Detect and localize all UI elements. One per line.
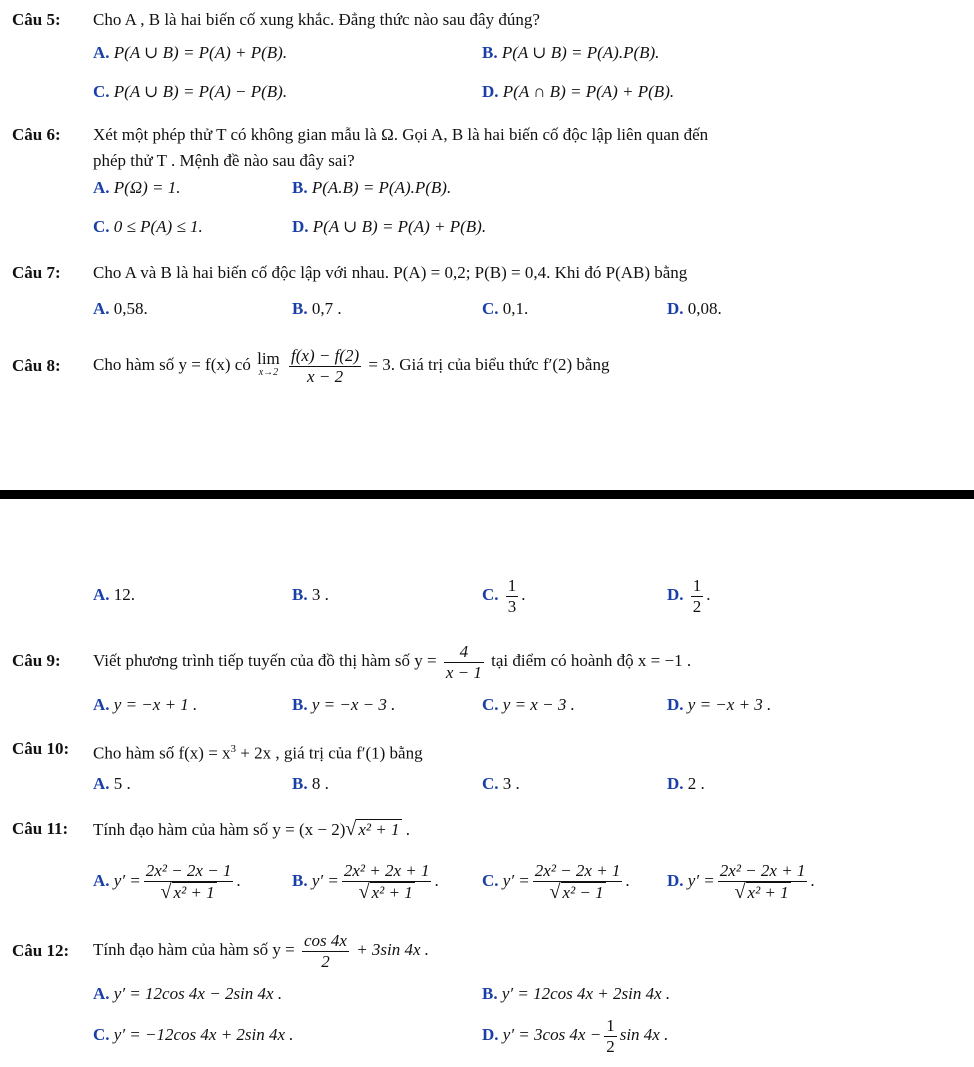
q11-option-a[interactable] [93, 853, 241, 909]
q12-option-c[interactable] [93, 1024, 294, 1046]
q12-fraction [302, 931, 349, 972]
q5-question: Cho A , B là hai biến cố xung khắc. Đẳng thức nào sau đây đúng? [93, 10, 540, 29]
q7-option-d[interactable] [667, 298, 722, 320]
option-text: 12. [113, 585, 136, 604]
sqrt-icon: √ [358, 881, 370, 904]
q10-option-c[interactable] [482, 773, 520, 795]
q7-option-b[interactable] [292, 298, 342, 320]
option-label: A. [93, 43, 110, 62]
option-text: y′ = −12cos 4x + 2sin 4x . [113, 1025, 294, 1044]
option-label: B. [292, 178, 308, 197]
option-tail: . [625, 871, 630, 890]
option-label: A. [93, 984, 110, 1003]
fraction-numerator: 2x² − 2x + 1 [719, 861, 806, 881]
option-label: A. [93, 774, 110, 793]
option-label: A. [93, 299, 110, 318]
q9-label: Câu 9: [12, 651, 61, 670]
q10-text-after: + 2x , giá trị của f′(1) bằng [236, 743, 423, 763]
q11-option-d[interactable] [667, 853, 815, 909]
option-text: P(A ∪ B) = P(A) + P(B). [312, 217, 487, 236]
fraction-numerator: 1 [692, 575, 702, 595]
option-tail: . [810, 871, 815, 890]
fraction-denominator [144, 882, 234, 903]
option-text: P(Ω) = 1. [113, 178, 181, 197]
option-label: D. [667, 774, 684, 793]
option-fraction [144, 861, 234, 903]
sqrt-icon: √ [734, 881, 746, 904]
q9-option-c[interactable] [482, 694, 575, 716]
option-label: B. [482, 984, 498, 1003]
option-fraction [506, 576, 519, 617]
option-lhs: y′ = 3cos 4x − [502, 1025, 602, 1044]
fraction-denominator: 3 [507, 596, 517, 616]
q7-option-a[interactable] [93, 298, 148, 320]
option-lhs: y′ = [113, 871, 141, 890]
option-tail: . [434, 871, 439, 890]
q11-text-before: Tính đạo hàm của hàm số y = (x − 2) [93, 820, 346, 839]
q12-question [93, 922, 429, 978]
fraction-numerator: 2x² − 2x + 1 [534, 861, 621, 881]
q9-fraction [444, 642, 484, 683]
option-label: D. [482, 1025, 499, 1044]
q9-option-a[interactable] [93, 694, 197, 716]
q9-option-d[interactable] [667, 694, 771, 716]
option-label: D. [482, 82, 499, 101]
q8-fraction [289, 346, 361, 387]
q11-radicand: x² + 1 [358, 820, 400, 839]
q5-option-a[interactable] [93, 42, 287, 64]
q5-option-b[interactable] [482, 42, 659, 64]
q6-option-d[interactable] [292, 216, 486, 238]
option-label: C. [482, 774, 499, 793]
option-tail: sin 4x . [619, 1025, 669, 1044]
fraction-denominator: 2 [321, 951, 330, 971]
option-label: D. [667, 585, 684, 604]
option-text: y′ = 12cos 4x + 2sin 4x . [501, 984, 671, 1003]
q8-question [93, 337, 609, 393]
q12-label: Câu 12: [12, 941, 70, 960]
fraction-numerator: f(x) − f(2) [291, 345, 360, 365]
option-lhs: y′ = [502, 871, 530, 890]
radicand: x² + 1 [173, 883, 215, 903]
option-text: y′ = 12cos 4x − 2sin 4x . [113, 984, 283, 1003]
option-label: D. [667, 871, 684, 890]
option-text: 5 . [113, 774, 131, 793]
radicand: x² − 1 [562, 883, 604, 903]
q5-option-c[interactable] [93, 81, 287, 103]
q6-label: Câu 6: [12, 125, 61, 144]
q11-question [93, 818, 410, 841]
option-label: B. [292, 585, 308, 604]
option-label: B. [292, 871, 308, 890]
option-lhs: y′ = [687, 871, 715, 890]
option-label: D. [667, 299, 684, 318]
q9-question [93, 633, 691, 689]
fraction-numerator: 2x² + 2x + 1 [343, 861, 430, 881]
q5-label: Câu 5: [12, 10, 61, 29]
q12-option-a[interactable] [93, 983, 282, 1005]
fraction-numerator: 4 [444, 642, 484, 663]
fraction-numerator: 2x² − 2x − 1 [145, 861, 232, 881]
lim-word: lim [257, 349, 280, 369]
option-label: C. [482, 585, 499, 604]
option-label: A. [93, 178, 110, 197]
fraction-denominator: x − 2 [307, 366, 344, 386]
lim-subscript: x→2 [258, 367, 279, 379]
option-text: P(A ∪ B) = P(A).P(B). [501, 43, 660, 62]
q8-option-d[interactable] [667, 570, 711, 620]
q8-text-before: Cho hàm số y = f(x) có [93, 355, 251, 374]
option-lhs: y′ = [311, 871, 339, 890]
option-label: D. [292, 217, 309, 236]
option-label: C. [482, 299, 499, 318]
q7-label: Câu 7: [12, 263, 61, 282]
option-text: 2 . [687, 774, 705, 793]
sqrt-icon: √ [345, 818, 357, 840]
fraction-denominator: x − 1 [445, 662, 482, 682]
radicand: x² + 1 [371, 883, 413, 903]
q7-question: Cho A và B là hai biến cố độc lập với nhau. P(A) = 0,2; P(B) = 0,4. Khi đó P(AB) bằng [93, 263, 688, 282]
option-fraction [342, 861, 432, 903]
fraction-numerator: cos 4x [303, 930, 347, 950]
q6-option-a[interactable] [93, 177, 181, 199]
option-label: B. [292, 299, 308, 318]
option-tail: . [706, 585, 711, 604]
q12-option-d[interactable] [482, 1010, 668, 1060]
option-label: C. [482, 871, 499, 890]
q8-option-c[interactable] [482, 570, 526, 620]
q11-option-c[interactable] [482, 853, 630, 909]
sqrt-icon: √ [549, 881, 561, 904]
option-tail: . [236, 871, 241, 890]
q7-option-c[interactable] [482, 298, 528, 320]
fraction-denominator: 2 [692, 596, 702, 616]
q10-exponent: 3 [230, 743, 237, 755]
option-label: B. [292, 774, 308, 793]
q9-text-after: tại điểm có hoành độ x = −1 . [491, 651, 692, 670]
option-tail: . [521, 585, 526, 604]
option-label: A. [93, 585, 110, 604]
q11-option-b[interactable] [292, 853, 439, 909]
q10-text-before: Cho hàm số f(x) = x [93, 743, 231, 763]
option-text: 0,58. [113, 299, 148, 318]
q11-label: Câu 11: [12, 819, 69, 838]
option-text: 3 . [311, 585, 329, 604]
option-text: 3 . [502, 774, 520, 793]
q10-question [93, 738, 423, 765]
q6-question-line1: Xét một phép thử T có không gian mẫu là Ω. Gọi A, B là hai biến cố độc lập liên quan đến [93, 125, 709, 144]
option-label: A. [93, 695, 110, 714]
q10-option-a[interactable] [93, 773, 131, 795]
fraction-numerator: 1 [606, 1015, 615, 1035]
option-label: C. [93, 217, 110, 236]
fraction-denominator [533, 882, 623, 903]
q10-label: Câu 10: [12, 739, 70, 758]
q12-text-after: + 3sin 4x . [356, 940, 430, 959]
q11-text-after: . [401, 820, 411, 839]
q6-option-c[interactable] [93, 216, 203, 238]
q6-option-b[interactable] [292, 177, 451, 199]
option-label: C. [482, 695, 499, 714]
option-label: A. [93, 871, 110, 890]
option-text: P(A ∩ B) = P(A) + P(B). [502, 82, 675, 101]
option-fraction [604, 1016, 617, 1057]
option-text: P(A ∪ B) = P(A) − P(B). [113, 82, 288, 101]
option-fraction [691, 576, 704, 617]
q9-text-before: Viết phương trình tiếp tuyến của đồ thị hàm số y = [93, 651, 437, 670]
option-label: C. [93, 82, 110, 101]
option-text: y = x − 3 . [502, 695, 575, 714]
option-text: 0,08. [687, 299, 722, 318]
option-label: C. [93, 1025, 110, 1044]
fraction-denominator [718, 882, 808, 903]
q8-text-after: = 3. Giá trị của biểu thức f′(2) bằng [368, 355, 610, 374]
fraction-numerator: 1 [507, 575, 517, 595]
option-text: y = −x − 3 . [311, 695, 396, 714]
q10-option-b[interactable] [292, 773, 329, 795]
q9-option-b[interactable] [292, 694, 395, 716]
option-text: y = −x + 3 . [687, 695, 772, 714]
option-fraction [718, 861, 808, 903]
q8-limit [257, 349, 280, 380]
redaction-bar [0, 490, 974, 499]
fraction-denominator: 2 [606, 1036, 615, 1056]
option-text: 0,1. [502, 299, 529, 318]
sqrt-icon: √ [160, 881, 172, 904]
option-text: P(A ∪ B) = P(A) + P(B). [113, 43, 288, 62]
q12-option-b[interactable] [482, 983, 670, 1005]
option-label: B. [292, 695, 308, 714]
option-text: 0,7 . [311, 299, 342, 318]
q10-option-d[interactable] [667, 773, 705, 795]
option-text: P(A.B) = P(A).P(B). [311, 178, 452, 197]
option-text: y = −x + 1 . [113, 695, 198, 714]
q8-option-b[interactable] [292, 584, 329, 606]
fraction-denominator [342, 882, 432, 903]
q8-option-a[interactable] [93, 584, 135, 606]
option-fraction [533, 861, 623, 903]
option-text: 8 . [311, 774, 329, 793]
q5-option-d[interactable] [482, 81, 674, 103]
option-label: D. [667, 695, 684, 714]
q6-question-line2: phép thử T . Mệnh đề nào sau đây sai? [93, 151, 355, 170]
option-label: B. [482, 43, 498, 62]
radicand: x² + 1 [747, 883, 789, 903]
q12-text-before: Tính đạo hàm của hàm số y = [93, 940, 295, 959]
option-text: 0 ≤ P(A) ≤ 1. [113, 217, 203, 236]
q8-label: Câu 8: [12, 356, 61, 375]
